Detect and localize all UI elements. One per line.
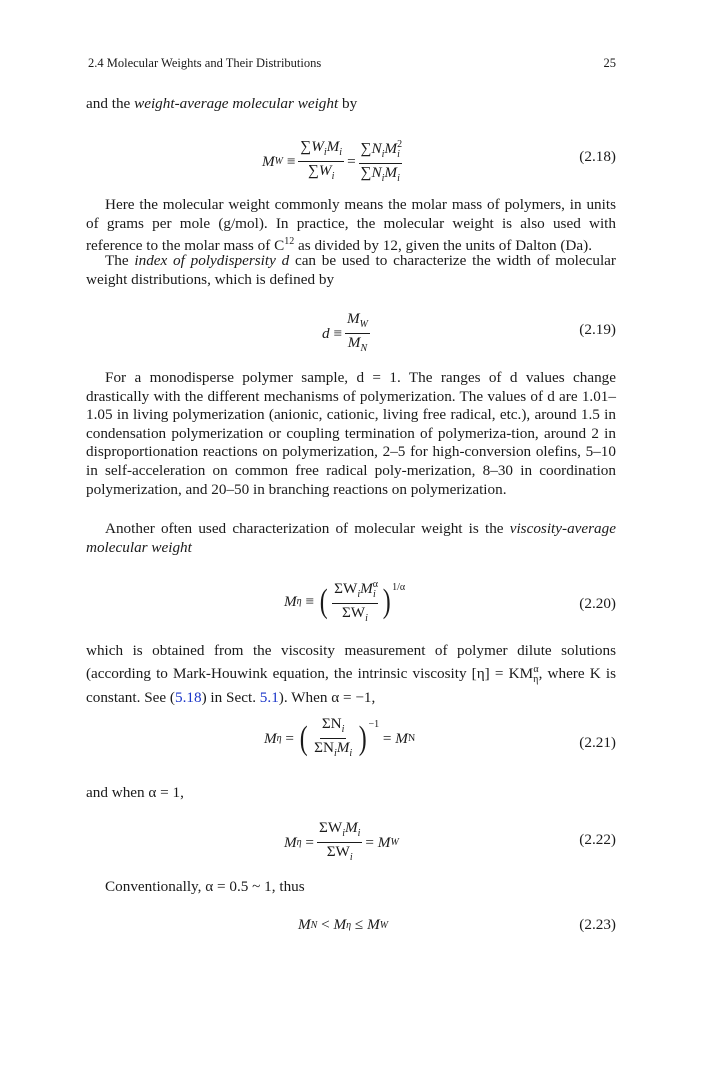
equation-number: (2.22) bbox=[579, 831, 616, 848]
equation-2-21-formula: M η = ( $\frac{\Sigma N_i}{\Sigma N_iM_i}$ ) $^{-1}$ = M N bbox=[264, 715, 415, 762]
paragraph-mark-houwink: which is obtained from the viscosity measurement of polymer dilute solutions (according to Mark-Houwink equation, the intrinsic viscosity $[\eta] = KM_\eta^\alpha$, where K is constant. See (5.18) in Sect. 5.1). When α = −1, bbox=[86, 642, 616, 707]
term-weight-average: weight-average molecular weight bbox=[134, 95, 339, 112]
fraction-weight-average: $\frac{\Sigma W_iM_i}{\Sigma W_i}$ bbox=[319, 819, 361, 864]
term-polydispersity: index of polydispersity d bbox=[134, 252, 290, 269]
equation-2-20 bbox=[86, 576, 616, 630]
equation-number: (2.20) bbox=[579, 595, 616, 612]
equation-2-19-formula: d ≡ $\frac{M_W}{M_N}$ bbox=[322, 310, 373, 357]
fraction-viscosity: $\frac{\Sigma W_iM^\alpha_i}{\Sigma W_i}$ bbox=[332, 576, 378, 627]
fraction-weight: $\frac{\sum W_iM_i}{\sum W_i}$ bbox=[300, 138, 343, 183]
page-number: 25 bbox=[603, 56, 616, 70]
fraction-number-average: $\frac{\Sigma N_i}{\Sigma N_iM_i}$ bbox=[314, 715, 353, 760]
equation-2-19 bbox=[86, 310, 616, 355]
paragraph-polydispersity: The index of polydispersity d can be used to characterize the width of molecular weight distributions, which is defined by bbox=[86, 252, 616, 288]
running-header bbox=[88, 56, 616, 71]
paragraph-viscosity-average: Another often used characterization of molecular weight is the viscosity-average molecular weight bbox=[86, 520, 616, 556]
paragraph-conventionally: Conventionally, α = 0.5 ~ 1, thus bbox=[105, 878, 305, 895]
equation-2-20-formula: M η ≡ ( $\frac{\Sigma W_iM^\alpha_i}{\Sigma W_i}$ ) $^{1/\alpha}$ bbox=[284, 576, 405, 627]
equation-2-23 bbox=[86, 916, 616, 938]
term-viscosity-average: viscosity-average molecular weight bbox=[86, 520, 616, 556]
equation-number: (2.23) bbox=[579, 916, 616, 933]
link-section-5-1[interactable]: 5.1 bbox=[259, 689, 279, 707]
paragraph-molar-mass: Here the molecular weight commonly means the molar mass of polymers, in units of grams per mole (g/mol). In practice, the molecular weight is also used with reference to the molar mass of $C^{12}$ as divided by 12, given the units of Dalton (Da). bbox=[86, 196, 616, 255]
equation-number: (2.18) bbox=[579, 148, 616, 165]
equation-2-21 bbox=[86, 715, 616, 769]
link-equation-5-18[interactable]: 5.18 bbox=[175, 689, 202, 707]
equation-2-18 bbox=[86, 136, 616, 185]
equation-2-22 bbox=[86, 819, 616, 864]
equation-2-22-formula: M η = $\frac{\Sigma W_iM_i}{\Sigma W_i}$ = M W bbox=[284, 819, 399, 866]
equation-2-18-formula: M W ≡ $\frac{\sum W_iM_i}{\sum W_i}$ = $\frac{\sum N_iM^2_i}{\sum N_iM_i}$ bbox=[262, 136, 405, 187]
equation-2-23-formula: M N < M η ≤ M W bbox=[298, 916, 389, 933]
fraction-polydispersity: $\frac{M_W}{M_N}$ bbox=[346, 310, 368, 355]
paragraph-weight-average: and the weight-average molecular weight by bbox=[86, 95, 358, 112]
fraction-number: $\frac{\sum N_iM^2_i}{\sum N_iM_i}$ bbox=[359, 136, 402, 187]
equation-number: (2.19) bbox=[579, 321, 616, 338]
section-title: 2.4 Molecular Weights and Their Distributions bbox=[88, 56, 322, 70]
equation-number: (2.21) bbox=[579, 734, 616, 751]
paragraph-monodisperse: For a monodisperse polymer sample, d = 1. The ranges of d values change drastically with the different mechanisms of polymerization. The values of d are 1.01–1.05 in living polymerization (anionic, cationic, living free radical, etc.), around 1.5 in condensation polymerization or coupling termination of polymeriza-tion, around 2 in disproportionation reactions on polymerization, 2–5 for high-conversion olefins, 5–10 in self-acceleration on common free radical poly-merization, 8–30 in coordination polymerization, and 20–50 in branching reactions on polymerization. bbox=[86, 369, 616, 498]
paragraph-alpha-one: and when α = 1, bbox=[86, 784, 184, 801]
